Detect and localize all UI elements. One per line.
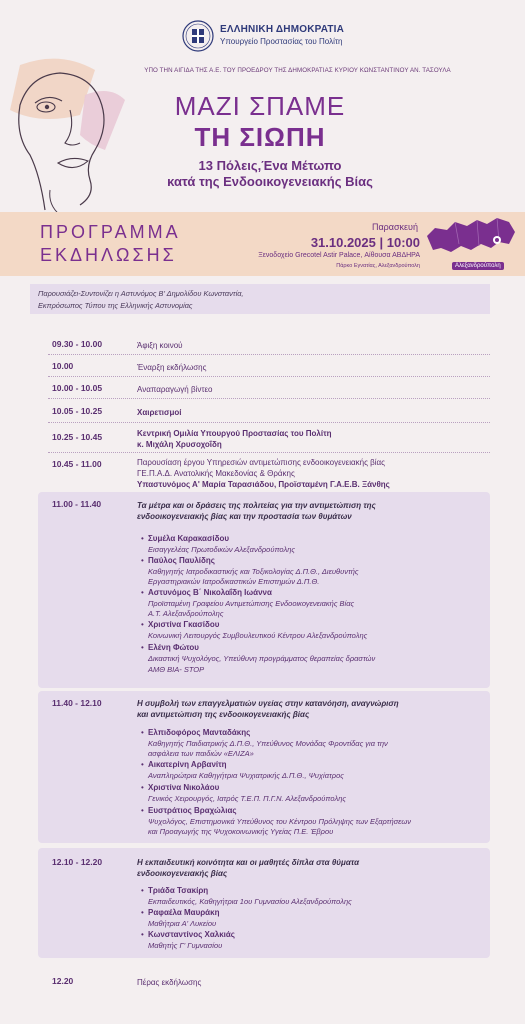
- panel-topic-line-1: Τα μέτρα και οι δράσεις της πολιτείας για την αντιμετώπιση της: [137, 501, 376, 510]
- speaker-name: Χριστίνα Νικολάου: [148, 783, 220, 792]
- panel-topic-line-2: ενδοοικογενειακής βίας: [137, 869, 228, 878]
- speaker-role: ασφάλεια των παιδιών «ΕΛΙΖΑ»: [148, 749, 254, 758]
- speaker-name: Κωνσταντίνος Χαλκιάς: [148, 930, 235, 939]
- panel-topic-line-1: Η συμβολή των επαγγελματιών υγείας στην κατανόηση, αναγνώριση: [137, 699, 399, 708]
- bullet-icon: •: [141, 783, 144, 792]
- speaker-name: Ελένη Φώτου: [148, 643, 199, 652]
- speaker-name: Ελπιδοφόρος Μανταδάκης: [148, 728, 251, 737]
- divider: [48, 354, 490, 355]
- divider: [48, 422, 490, 423]
- schedule-time: 10.25 - 10.45: [52, 432, 103, 442]
- schedule-item: Άφιξη κοινού: [137, 341, 183, 350]
- schedule-item-line-2: ΓΕ.Π.Α.Δ. Ανατολικής Μακεδονίας & Θράκης: [137, 469, 295, 478]
- speaker-role: Καθηγητής Παιδιατρικής Δ.Π.Θ., Υπεύθυνος Μονάδας Φροντίδας για την: [148, 739, 388, 748]
- speaker-role: Αναπληρώτρια Καθηγήτρια Ψυχιατρικής Δ.Π.Θ., Ψυχίατρος: [148, 771, 344, 780]
- panel-time: 12.10 - 12.20: [52, 857, 103, 867]
- speaker-role: Προϊσταμένη Γραφείου Αντιμετώπισης Ενδοοικογενειακής Βίας: [148, 599, 355, 608]
- bullet-icon: •: [141, 806, 144, 815]
- bullet-icon: •: [141, 908, 144, 917]
- schedule-time: 10.45 - 11.00: [52, 459, 102, 469]
- subtitle-line-2: κατά της Ενδοοικογενειακής Βίας: [167, 174, 373, 189]
- speaker-name: Αστυνόμος Β΄ Νικολαΐδη Ιωάννα: [148, 588, 272, 597]
- divider: [48, 376, 490, 377]
- event-date-time: 31.10.2025 | 10:00: [310, 235, 420, 250]
- speaker-name: Παύλος Παυλίδης: [148, 556, 215, 565]
- ministry-subtitle: Υπουργείο Προστασίας του Πολίτη: [220, 37, 343, 46]
- schedule-time: 12.20: [52, 976, 74, 986]
- divider: [48, 452, 490, 453]
- schedule-item-line-2: κ. Μιχάλη Χρυσοχοΐδη: [137, 440, 222, 449]
- speaker-role: Ψυχολόγος, Επιστημονικά Υπεύθυνος του Κέντρου Πρόληψης των Εξαρτήσεων: [148, 817, 412, 826]
- speaker-role: Εκπαιδευτικός, Καθηγήτρια 1ου Γυμνασίου Αλεξανδρούπολης: [148, 897, 352, 906]
- schedule-item-line-1: Παρουσίαση έργου Υπηρεσιών αντιμετώπισης ενδοοικογενειακής βίας: [137, 458, 385, 467]
- speaker-role: Δικαστική Ψυχολόγος, Υπεύθυνη προγράμματος θεραπείας δραστών: [148, 654, 376, 663]
- ministry-emblem-icon: [182, 20, 214, 52]
- schedule-item-line-3: Υπαστυνόμος Α' Μαρία Ταρασιάδου, Προϊσταμένη Γ.Α.Ε.Β. Ξάνθης: [137, 480, 390, 489]
- schedule-item: Χαιρετισμοί: [137, 408, 182, 417]
- speaker-role: ΑΜΘ ΒΙΑ- STOP: [148, 665, 205, 674]
- speaker-role: Καθηγητής Ιατροδικαστικής και Τοξικολογίας Δ.Π.Θ., Διευθυντής: [148, 567, 359, 576]
- schedule-item: Αναπαραγωγή βίντεο: [137, 385, 213, 394]
- face-line-art-icon: [0, 55, 140, 225]
- region-map-icon: [425, 214, 517, 264]
- speaker-name: Ραφαέλα Μαυράκη: [148, 908, 220, 917]
- panel-time: 11.00 - 11.40: [52, 499, 102, 509]
- presenter-line-1: Παρουσιάζει-Συντονίζει η Αστυνόμος Β' Δημολίδου Κωνσταντία,: [38, 289, 244, 298]
- panel-topic-line-2: ενδοοικογενειακής βίας και την προστασία των θυμάτων: [137, 512, 352, 521]
- panel-time: 11.40 - 12.10: [52, 698, 102, 708]
- speaker-role: Μαθήτρια Α' Λυκείου: [148, 919, 217, 928]
- speaker-role: Α.Τ. Αλεξανδρούπολης: [148, 609, 224, 618]
- patronage-line: ΥΠΟ ΤΗΝ ΑΙΓΙΔΑ ΤΗΣ Α.Ε. ΤΟΥ ΠΡΟΕΔΡΟΥ ΤΗΣ ΔΗΜΟΚΡΑΤΙΑΣ ΚΥΡΙΟΥ ΚΩΝΣΤΑΝΤΙΝΟΥ ΑΝ. ΤΑΣΟΥΛΑ: [144, 67, 451, 74]
- event-address: Πάρκο Εγνατίας, Αλεξανδρούπολη: [336, 263, 420, 269]
- bullet-icon: •: [141, 620, 144, 629]
- bullet-icon: •: [141, 534, 144, 543]
- subtitle-line-1: 13 Πόλεις,Ένα Μέτωπο: [198, 158, 342, 173]
- bullet-icon: •: [141, 728, 144, 737]
- speaker-name: Τριάδα Τσακίρη: [148, 886, 209, 895]
- speaker-name: Αικατερίνη Αρβανίτη: [148, 760, 227, 769]
- event-day: Παρασκευή: [371, 222, 418, 232]
- program-title-line-1: ΠΡΟΓΡΑΜΜΑ: [40, 222, 181, 242]
- speaker-role: και Προαγωγής της Ψυχοκοινωνικής Υγείας Π.Ε. Έβρου: [148, 827, 334, 836]
- bullet-icon: •: [141, 886, 144, 895]
- panel-topic-line-1: Η εκπαιδευτική κοινότητα και οι μαθητές δίπλα στα θύματα: [137, 858, 360, 867]
- speaker-role: Εισαγγελέας Πρωτοδικών Αλεξανδρούπολης: [148, 545, 296, 554]
- speaker-role: Κοινωνική Λειτουργός Συμβουλευτικού Κέντρου Αλεξανδρούπολης: [148, 631, 368, 640]
- divider: [48, 398, 490, 399]
- schedule-item: Έναρξη εκδήλωσης: [137, 363, 207, 372]
- schedule-item-line-1: Κεντρική Ομιλία Υπουργού Προστασίας του Πολίτη: [137, 429, 332, 438]
- main-title-line-1: ΜΑΖΙ ΣΠΑΜΕ: [174, 91, 346, 121]
- speaker-name: Συμέλα Καρακασίδου: [148, 534, 230, 543]
- speaker-role: Εργαστηριακών Ιατροδικαστικών Επιστημών Δ.Π.Θ.: [148, 577, 320, 586]
- bullet-icon: •: [141, 930, 144, 939]
- presenter-line-2: Εκπρόσωπος Τύπου της Ελληνικής Αστυνομίας: [38, 301, 193, 310]
- schedule-item: Πέρας εκδήλωσης: [137, 978, 202, 987]
- schedule-time: 10.00 - 10.05: [52, 383, 103, 393]
- speaker-name: Χριστίνα Γκασίδου: [148, 620, 220, 629]
- event-venue: Ξενοδοχείο Grecotel Astir Palace, Αίθουσα ΑΒΔΗΡΑ: [258, 252, 420, 259]
- schedule-time: 10.00: [52, 361, 74, 371]
- map-city-tag: Αλεξανδρούπολη: [452, 262, 504, 270]
- speaker-name: Ευστράτιος Βραχώλιας: [148, 806, 237, 815]
- schedule-time: 09.30 - 10.00: [52, 339, 103, 349]
- speaker-role: Γενικός Χειρουργός, Ιατρός Τ.Ε.Π. Π.Γ.Ν. Αλεξανδρούπολης: [148, 794, 347, 803]
- ministry-name: ΕΛΛΗΝΙΚΗ ΔΗΜΟΚΡΑΤΙΑ: [220, 24, 345, 35]
- panel-topic-line-2: και αντιμετώπιση της ενδοοικογενειακής βίας: [137, 710, 310, 719]
- main-title-line-2: ΤΗ ΣΙΩΠΗ: [194, 122, 326, 152]
- program-title-line-2: ΕΚΔΗΛΩΣΗΣ: [40, 245, 177, 265]
- speaker-role: Μαθητής Γ' Γυμνασίου: [148, 941, 223, 950]
- bullet-icon: •: [141, 760, 144, 769]
- bullet-icon: •: [141, 643, 144, 652]
- schedule-time: 10.05 - 10.25: [52, 406, 103, 416]
- bullet-icon: •: [141, 556, 144, 565]
- bullet-icon: •: [141, 588, 144, 597]
